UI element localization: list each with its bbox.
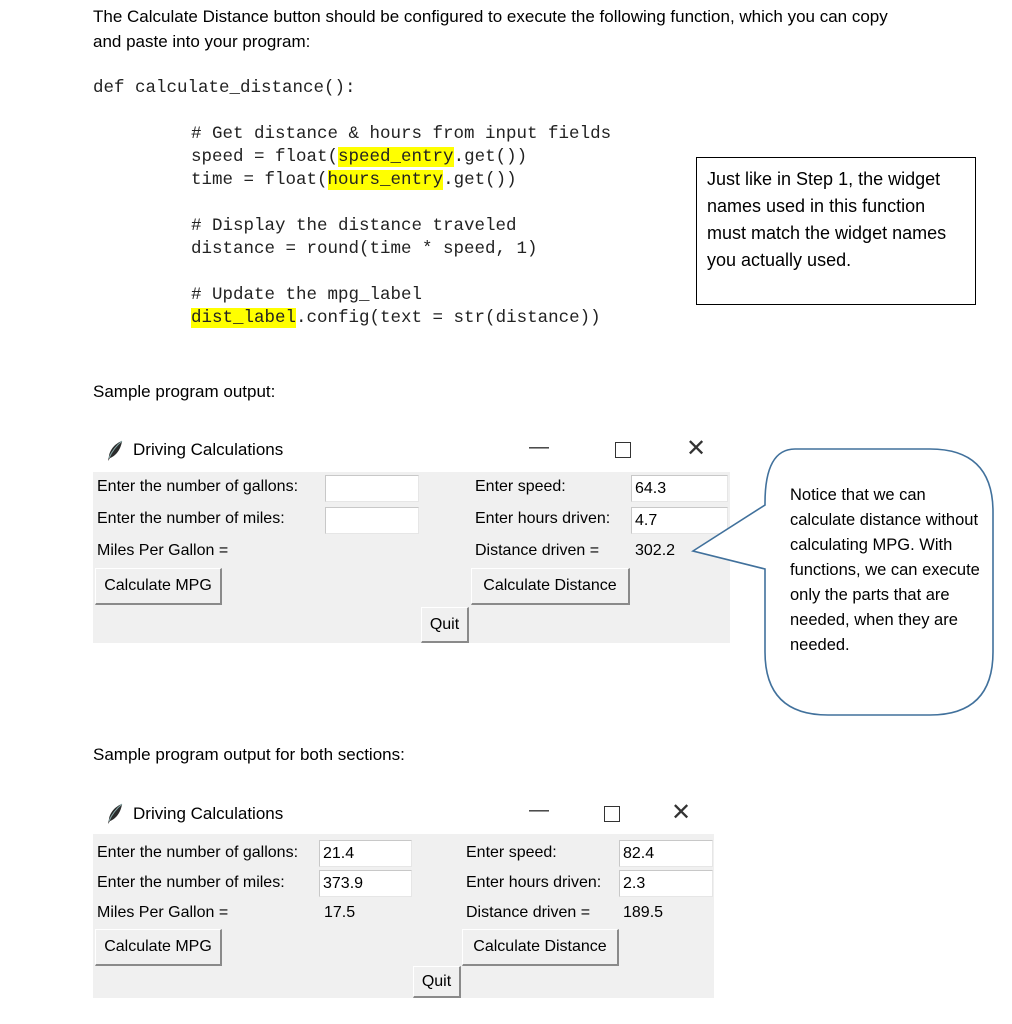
close-icon[interactable]: ✕ xyxy=(686,435,707,462)
gallons-entry[interactable] xyxy=(319,840,412,867)
code-speed-line xyxy=(191,146,527,169)
driving-calculations-window-1 xyxy=(93,428,730,643)
feather-icon xyxy=(105,803,125,825)
close-icon[interactable]: ✕ xyxy=(671,799,692,826)
miles-label: Enter the number of miles: xyxy=(97,874,285,891)
hours-label: Enter hours driven: xyxy=(466,874,602,891)
code-config-line xyxy=(191,307,601,330)
code-time-line xyxy=(191,169,517,192)
code-speed-prefix: speed = float( xyxy=(191,147,339,167)
code-hours-entry-highlight: hours_entry xyxy=(327,170,444,190)
mpg-value: 17.5 xyxy=(324,904,356,921)
gallons-label: Enter the number of gallons: xyxy=(97,844,299,861)
intro-paragraph: The Calculate Distance button should be configured to execute the following function, which you can copy and paste into your program: xyxy=(93,7,888,51)
code-config-suffix: .config(text = str(distance)) xyxy=(296,308,601,328)
sample-output-label: Sample program output: xyxy=(93,382,276,401)
calculate-distance-button[interactable]: Calculate Distance xyxy=(462,929,619,966)
gallons-entry[interactable] xyxy=(325,475,419,502)
window-title: Driving Calculations xyxy=(133,804,284,823)
maximize-icon[interactable] xyxy=(615,442,631,458)
widget-names-note: Just like in Step 1, the widget names used in this function must match the widget names you actually used. xyxy=(696,157,976,305)
maximize-icon[interactable] xyxy=(604,806,620,822)
hours-entry[interactable] xyxy=(619,870,713,897)
code-comment-get: # Get distance & hours from input fields xyxy=(191,124,612,144)
window-title: Driving Calculations xyxy=(133,440,284,459)
quit-button[interactable]: Quit xyxy=(421,607,469,643)
hours-label: Enter hours driven: xyxy=(475,510,611,527)
feather-icon xyxy=(105,440,125,462)
miles-entry[interactable] xyxy=(325,507,419,534)
minimize-icon[interactable]: — xyxy=(529,436,549,458)
gallons-label: Enter the number of gallons: xyxy=(97,478,299,495)
driving-calculations-window-2 xyxy=(93,792,714,998)
miles-entry[interactable] xyxy=(319,870,412,897)
code-time-prefix: time = float( xyxy=(191,170,328,190)
window-titlebar xyxy=(93,792,714,834)
distance-label: Distance driven = xyxy=(466,904,591,921)
calculate-mpg-button[interactable]: Calculate MPG xyxy=(95,568,222,605)
distance-label: Distance driven = xyxy=(475,542,600,559)
calculate-mpg-button[interactable]: Calculate MPG xyxy=(95,929,222,966)
sample-output-both-label: Sample program output for both sections: xyxy=(93,745,405,764)
window-titlebar xyxy=(93,428,730,472)
code-comment-update: # Update the mpg_label xyxy=(191,285,423,305)
speed-label: Enter speed: xyxy=(475,478,566,495)
calculate-distance-button[interactable]: Calculate Distance xyxy=(471,568,630,605)
distance-value: 189.5 xyxy=(623,904,664,921)
code-distance-line: distance = round(time * speed, 1) xyxy=(191,239,538,259)
speed-entry[interactable] xyxy=(619,840,713,867)
minimize-icon[interactable]: — xyxy=(529,799,549,821)
speed-label: Enter speed: xyxy=(466,844,557,861)
code-comment-display: # Display the distance traveled xyxy=(191,216,517,236)
mpg-label: Miles Per Gallon = xyxy=(97,542,229,559)
distance-value: 302.2 xyxy=(635,542,676,559)
code-speed-entry-highlight: speed_entry xyxy=(338,147,454,167)
code-speed-suffix: .get()) xyxy=(453,147,528,167)
quit-button[interactable]: Quit xyxy=(413,966,461,998)
code-time-suffix: .get()) xyxy=(443,170,517,190)
code-def-line: def calculate_distance(): xyxy=(93,78,356,98)
code-dist-label-highlight: dist_label xyxy=(191,308,297,328)
callout-text: Notice that we can calculate distance without calculating MPG. With functions, we can execute only the parts that are needed, when they are needed. xyxy=(790,486,980,654)
mpg-label: Miles Per Gallon = xyxy=(97,904,229,921)
miles-label: Enter the number of miles: xyxy=(97,510,285,527)
